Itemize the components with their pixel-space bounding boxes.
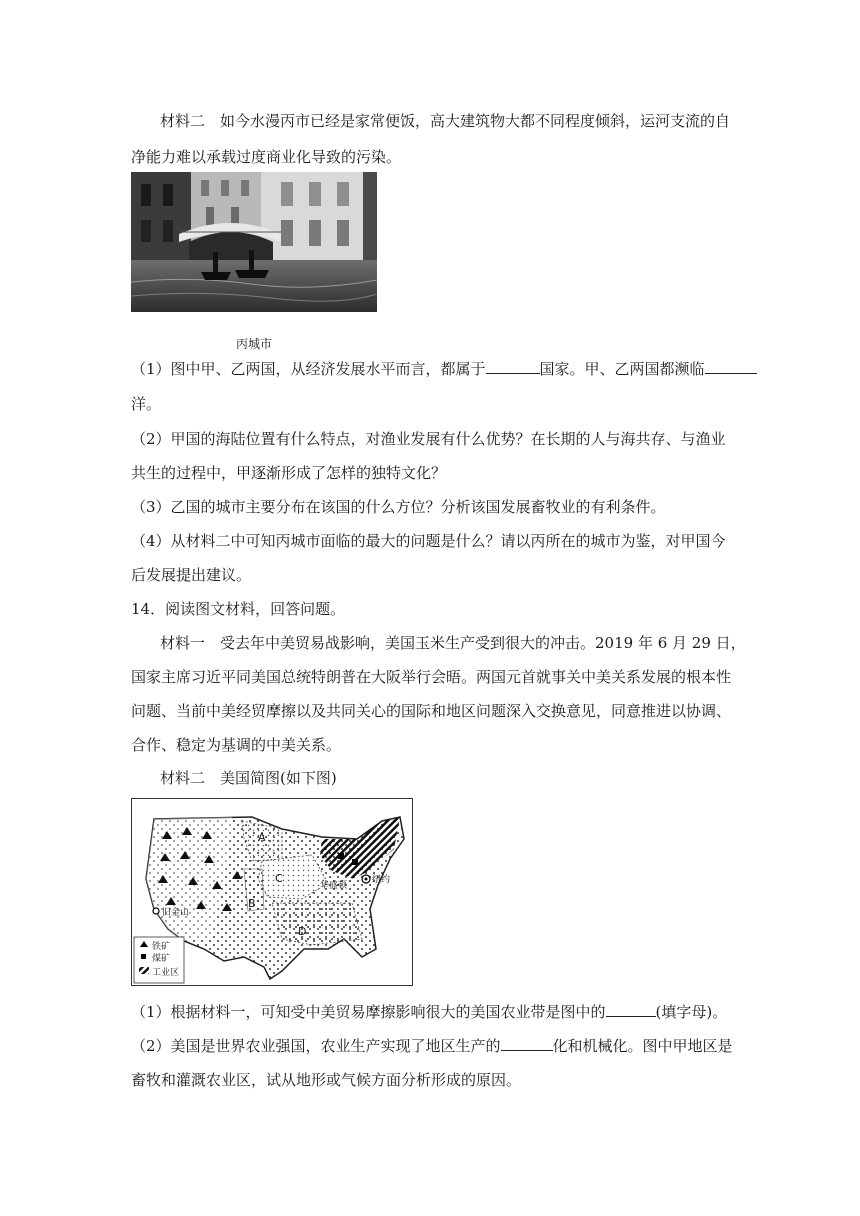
question-4-line1: （4）从材料二中可知丙城市面临的最大的问题是什么？请以丙所在的城市为鉴，对甲国今 <box>131 532 726 550</box>
material2-us-heading: 材料二 美国简图(如下图) <box>160 769 337 787</box>
question-1-line2: 洋。 <box>131 395 162 413</box>
city-label-washington: 华盛顿 <box>320 881 348 891</box>
question-14-1 <box>131 1000 727 1024</box>
question-4-line2: 后发展提出建议。 <box>131 566 252 584</box>
canal-city-photo <box>131 172 377 312</box>
question-14-2-text-a: （2）美国是世界农业强国，农业生产实现了地区生产的 <box>131 1037 501 1055</box>
question-14-2-line2: 畜牧和灌溉农业区，试从地形或气候方面分析形成的原因。 <box>131 1071 522 1089</box>
material1-line2: 国家主席习近平同美国总统特朗普在大阪举行会晤。两国元首就事关中美关系发展的根本性 <box>131 668 732 686</box>
region-label-a: A <box>258 831 266 844</box>
material2-line2: 净能力难以承载过度商业化导致的污染。 <box>131 148 402 166</box>
photo-caption: 丙城市 <box>236 337 273 351</box>
question-1-text-a: （1）图中甲、乙两国，从经济发展水平而言，都属于 <box>131 360 486 378</box>
legend-iron-ore: 铁矿 <box>152 942 171 952</box>
question-14-1-text-a: （1）根据材料一，可知受中美贸易摩擦影响很大的美国农业带是图中的 <box>131 1003 606 1021</box>
answer-blank <box>501 1036 553 1051</box>
answer-blank <box>606 1002 656 1017</box>
question-1-line1 <box>131 357 757 381</box>
material2-line1: 材料二 如今水漫丙市已经是家常便饭，高大建筑物大都不同程度倾斜，运河支流的自 <box>160 112 731 130</box>
question-3: （3）乙国的城市主要分布在该国的什么方位？分析该国发展畜牧业的有利条件。 <box>131 498 666 516</box>
region-label-c: C <box>275 872 283 885</box>
question-14-2-line1 <box>131 1034 733 1058</box>
city-label-sanfrancisco: 旧金山 <box>162 908 190 918</box>
answer-blank <box>705 359 757 374</box>
canal-photo-drawing <box>131 172 377 312</box>
question-1-text-b: 国家。甲、乙两国都濒临 <box>539 360 705 378</box>
question-2-line2: 共生的过程中，甲逐渐形成了怎样的独特文化？ <box>131 464 447 482</box>
legend-coal: 煤矿 <box>152 954 171 964</box>
region-label-d: D <box>298 925 307 938</box>
material1-line1: 材料一 受去年中美贸易战影响，美国玉米生产受到很大的冲击。2019 年 6 月 29 日， <box>160 634 746 652</box>
legend-industrial-zone: 工业区 <box>152 968 180 978</box>
material1-line4: 合作、稳定为基调的中美关系。 <box>131 736 342 754</box>
us-map <box>131 798 413 986</box>
region-label-b: B <box>248 897 256 910</box>
question-14-title: 14．阅读图文材料，回答问题。 <box>131 600 346 618</box>
city-label-newyork: 纽约 <box>372 875 391 885</box>
material1-line3: 问题、当前中美经贸摩擦以及共同关心的国际和地区问题深入交换意见，同意推进以协调、 <box>131 702 732 720</box>
us-map-drawing <box>132 799 412 985</box>
question-14-1-text-b: (填字母)。 <box>655 1003 728 1021</box>
question-2-line1: （2）甲国的海陆位置有什么特点，对渔业发展有什么优势？在长期的人与海共存、与渔业 <box>131 430 726 448</box>
answer-blank <box>486 359 540 374</box>
question-14-2-text-b: 化和机械化。图中甲地区是 <box>552 1037 733 1055</box>
